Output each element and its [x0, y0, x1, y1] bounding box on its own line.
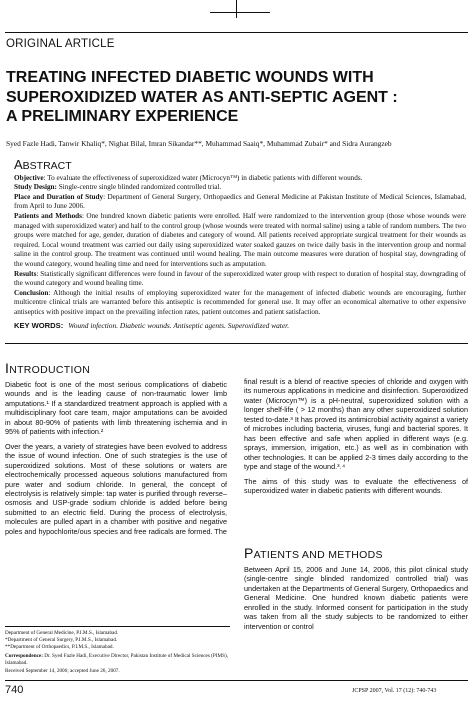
keywords-label: KEY WORDS:	[14, 321, 64, 330]
received-date: Received September 14, 2006; accepted June 26, 2007.	[5, 668, 120, 675]
page-number: 740	[5, 684, 24, 696]
abstract	[14, 157, 466, 318]
abstract-methods: Patients and Methods: One hundred known diabetic patients were enrolled. Half were randomized to the intervention group (those whose wounds were managed with superoxidized water) and half to the control group (whose wounds were treated with normal saline) using a table of random numbers. The two groups were matched for age, gender, duration of diabetes and category of wound. All patients received appropriate surgical treatment for their wounds as required. Local wound treatment was carried out daily using superoxidized water soaked gauzes on twice daily basis in the intervention group and normal saline in the control group. The treatment was continued until wound healing. The main outcome measures were duration of hospital stay, downgrading of the wound category, wound healing time and need for interventions such as amputation.	[14, 211, 466, 268]
title-line: A PRELIMINARY EXPERIENCE	[6, 108, 239, 125]
article-title	[6, 68, 466, 127]
introduction-heading: INTRODUCTION	[5, 360, 91, 376]
bottom-rule	[5, 680, 468, 681]
paragraph: final result is a blend of reactive species of chloride and oxygen with its numerous applications in medicine and disinfection. Superoxidized water (Microcyn™) is a pH-neutral, superoxidized solution with a longer shelf-life ( > 12 months) than any other superoxidized solution tested to-date.³ It has proved its antimicrobial activity against a variety of microbes including bacteria, viruses, fungi and bacterial spores. It has been effective and safe when applied in different ways (e.g. sprays, immersion, irrigation, etc.) as well as in combination with other technologies. It can be applied 2-3 times daily according to the type and stage of the wound.³˒⁴	[244, 377, 468, 472]
paragraph: Diabetic foot is one of the most serious complications of diabetic wounds and is the leading cause of non-traumatic lower limb amputations.¹ If a standardized treatment approach is applied with a multidisciplinary foot care team, major amputations can be avoided in about 80-90% of patients with limb threatening ischemia and in 95% of patients with infection.²	[5, 380, 227, 437]
paragraph: The aims of this study was to evaluate the effectiveness of superoxidized water in diabetic patients with different wounds.	[244, 476, 468, 495]
footnote-rule	[5, 626, 230, 627]
footnote: Department of General Medicine, P.I.M.S., Islamabad.	[5, 630, 119, 636]
authors: Syed Fazle Hadi, Tanwir Khaliq*, Nighat Bilal, Imran Sikandar**, Muhammad Saaiq*, Muhammad Zubair* and Sidra Aurangzeb	[6, 139, 392, 148]
footnote: **Department of Orthopaedics, P.I.M.S., Islamabad.	[5, 644, 114, 651]
left-column	[5, 380, 227, 541]
correspondence: Correspondence: Dr. Syed Fazle Hadi, Executive Director, Pakistan Institute of Medical Sciences (PIMS), Islamabad.	[5, 652, 229, 666]
keywords-text: Wound infection. Diabetic wounds. Antiseptic agents. Superoxidized water.	[68, 321, 290, 330]
abstract-rule	[5, 343, 468, 344]
abstract-heading: ABSTRACT	[14, 157, 72, 172]
title-line: SUPEROXIDIZED WATER AS ANTI-SEPTIC AGENT :	[6, 88, 398, 106]
abstract-place: Place and Duration of Study: Department of General Surgery, Orthopaedics and General Medicine at Pakistan Institute of Medical Sciences, Islamabad, from April to June 2006.	[14, 192, 466, 211]
abstract-design: Study Design: Single-centre single blinded randomized controlled trial.	[14, 183, 222, 192]
crop-mark	[236, 0, 237, 18]
title-line: TREATING INFECTED DIABETIC WOUNDS WITH	[6, 69, 374, 86]
crop-mark	[210, 12, 270, 13]
abstract-conclusion: Conclusion: Although the initial results of employing superoxidized water for the management of infected diabetic wounds are encouraging, further multicentre clinical trials are warranted before this antiseptic is recommended for general use. It may offer an economical alternative to other expensive antiseptics with positive impact on the prevailing infection rates, patient outcomes and patient satisfaction.	[14, 288, 466, 316]
article-type: ORIGINAL ARTICLE	[6, 38, 115, 50]
paragraph: Over the years, a variety of strategies have been evolved to address the issue of wound infection. One of such strategies is the use of superoxidized solutions. Most of these solutions or waters are electrochemically processed aqueous solutions manufactured from pure water and sodium chloride. In general, the concept of electrolysis is relatively simple: tap water is purified through reverse–osmosis and USP-grade sodium chloride is added before being submitted to an electric field. During the process of electrolysis, molecules are pulled apart in a chamber with positive and negative poles and hypochlorite/ous species and free radicals are formed. The	[5, 441, 227, 536]
paragraph: Between April 15, 2006 and June 14, 2006, this pilot clinical study (single-centre single blinded randomized controlled trial) was undertaken at the Departments of General Surgery, Orthopaedics and General Medicine. One hundred known diabetic patients were enrolled in the study. Informed consent for participation in the study was taken from all the study subjects to be randomized to either intervention or control	[244, 565, 468, 631]
keywords	[14, 321, 466, 330]
footnote: *Department of General Surgery, P.I.M.S., Islamabad.	[5, 637, 118, 644]
journal-info: JCPSP 2007, Vol. 17 (12): 740-743	[352, 688, 437, 694]
abstract-objective: Objective: To evaluate the effectiveness of superoxidized water (Microcyn™) in diabetic patients with different wounds.	[14, 173, 363, 182]
abstract-results: Results: Statistically significant differences were found in favour of the superoxidized water group with respect to duration of hospital stay, downgrading of the wound category and wound healing time.	[14, 269, 466, 288]
top-rule	[5, 32, 468, 33]
methods-heading: PATIENTS AND METHODS	[244, 545, 383, 561]
footnotes	[5, 630, 230, 675]
right-column	[244, 377, 468, 500]
methods-text	[244, 565, 468, 636]
